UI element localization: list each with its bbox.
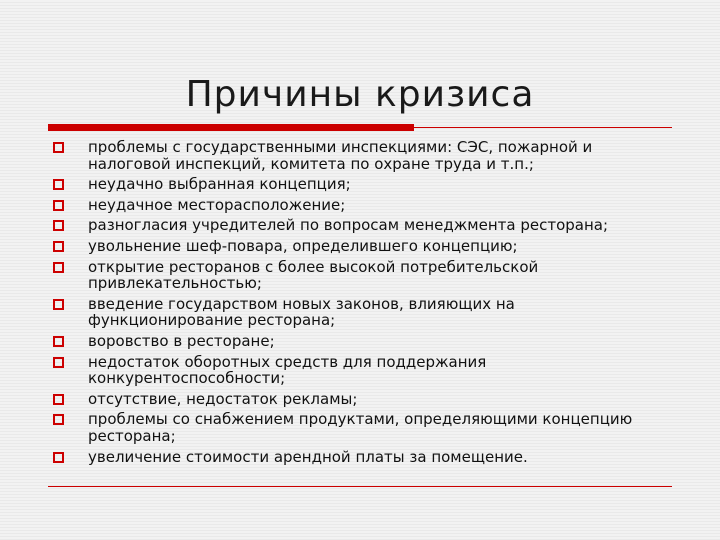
list-item (50, 259, 672, 292)
list-item-text: увеличение стоимости арендной платы за помещение. (88, 447, 528, 466)
list-item (50, 391, 672, 408)
list-item-text: неудачное месторасположение; (88, 195, 346, 214)
hollow-square-bullet-icon (53, 299, 64, 310)
title-underline-thick (48, 124, 414, 131)
list-item (50, 354, 672, 387)
list-item (50, 333, 672, 350)
list-item-text: разногласия учредителей по вопросам менеджмента ресторана; (88, 216, 609, 235)
list-item-text: увольнение шеф-повара, определившего концепцию; (88, 236, 518, 255)
slide-title: Причины кризиса (185, 74, 535, 115)
list-item-text: неудачно выбранная концепция; (88, 175, 351, 194)
hollow-square-bullet-icon (53, 357, 64, 368)
hollow-square-bullet-icon (53, 452, 64, 463)
list-item (50, 449, 672, 466)
list-item-text: открытие ресторанов с более высокой потребительской привлекательностью; (88, 257, 539, 293)
hollow-square-bullet-icon (53, 262, 64, 273)
list-item-text: проблемы со снабжением продуктами, определяющими концепцию ресторана; (88, 410, 633, 445)
list-item-text: отсутствие, недостаток рекламы; (88, 389, 358, 408)
title-underline-thin (414, 127, 672, 128)
hollow-square-bullet-icon (53, 220, 64, 231)
hollow-square-bullet-icon (53, 394, 64, 405)
list-item-text: недостаток оборотных средств для поддержания конкурентоспособности; (88, 352, 487, 388)
hollow-square-bullet-icon (53, 200, 64, 211)
bullet-list (50, 139, 672, 469)
list-item (50, 197, 672, 214)
hollow-square-bullet-icon (53, 142, 64, 153)
list-item (50, 296, 672, 329)
list-item-text: проблемы с государственными инспекциями: СЭС, пожарной и налоговой инспекций, комитета по охране труда и т.п.; (88, 138, 593, 173)
hollow-square-bullet-icon (53, 241, 64, 252)
hollow-square-bullet-icon (53, 179, 64, 190)
title-underline (48, 124, 672, 131)
list-item (50, 217, 672, 234)
list-item-text: введение государством новых законов, влияющих на функционирование ресторана; (88, 294, 515, 330)
bottom-divider (48, 486, 672, 487)
list-item (50, 238, 672, 255)
list-item-text: воровство в ресторане; (88, 331, 275, 350)
list-item (50, 139, 672, 172)
list-item (50, 176, 672, 193)
hollow-square-bullet-icon (53, 336, 64, 347)
hollow-square-bullet-icon (53, 414, 64, 425)
list-item (50, 411, 672, 444)
